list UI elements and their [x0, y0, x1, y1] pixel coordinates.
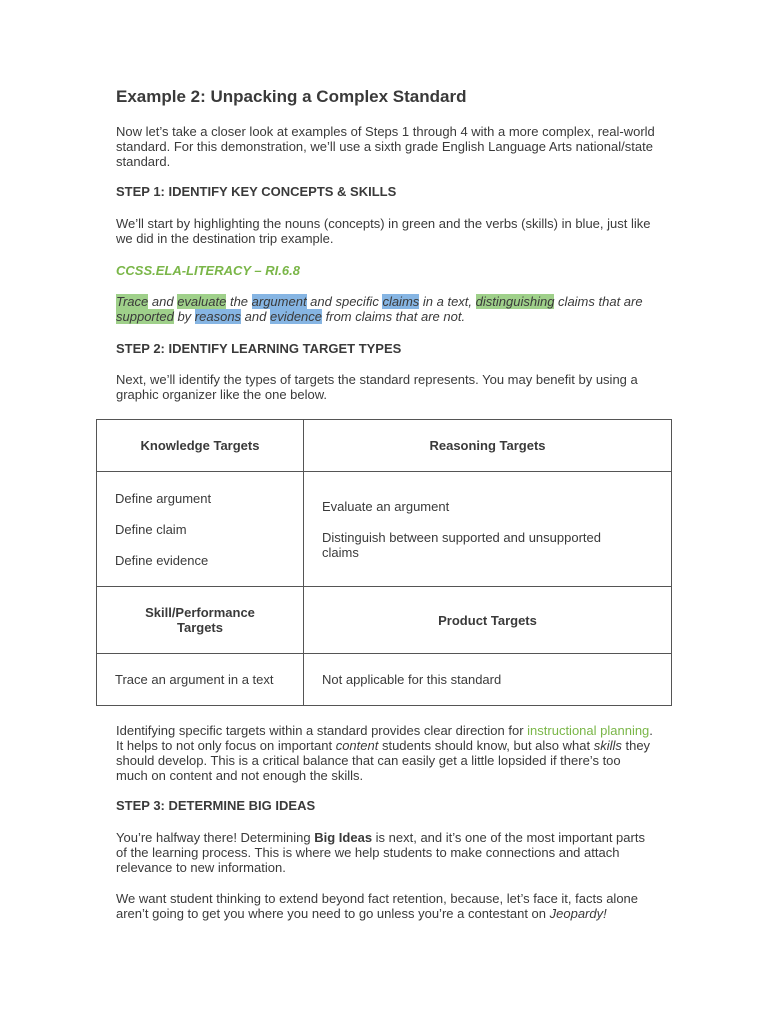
product-targets-cell: Not applicable for this standard	[304, 654, 672, 706]
table-row	[97, 420, 672, 472]
product-targets-header: Product Targets	[304, 587, 672, 654]
list-item: Define claim	[115, 521, 187, 537]
step3-heading: STEP 3: DETERMINE BIG IDEAS	[116, 798, 316, 813]
concept-highlight: distinguishing	[475, 294, 555, 309]
skill-highlight: reasons	[194, 309, 242, 324]
table-row	[97, 654, 672, 706]
skill-highlight: claims	[382, 294, 420, 309]
step2-paragraph: Next, we’ll identify the types of targets the standard represents. You may benefit by using a graphic organizer like the one below.	[116, 372, 638, 402]
concept-highlight: supported	[116, 309, 174, 324]
reasoning-targets-header: Reasoning Targets	[304, 420, 672, 472]
standard-text: Trace and evaluate the argument and specific claims in a text, distinguishing claims that are supported by reasons and evidence from claims that are not.	[116, 294, 643, 324]
knowledge-targets-cell	[97, 472, 304, 587]
step1-paragraph: We’ll start by highlighting the nouns (concepts) in green and the verbs (skills) in blue, just like we did in the destination trip example.	[116, 216, 651, 246]
instructional-planning-link[interactable]: instructional planning	[527, 723, 650, 738]
list-item: Define evidence	[115, 552, 209, 568]
skill-targets-cell: Trace an argument in a text	[97, 654, 304, 706]
knowledge-targets-header: Knowledge Targets	[97, 420, 304, 472]
step2-heading: STEP 2: IDENTIFY LEARNING TARGET TYPES	[116, 341, 402, 356]
list-item: Evaluate an argument	[322, 498, 450, 514]
step3-paragraph-2: We want student thinking to extend beyond fact retention, because, let’s face it, facts alone aren’t going to get you where you need to go unless you’re a contestant on Jeopardy!	[116, 891, 639, 921]
targets-paragraph: Identifying specific targets within a standard provides clear direction for instructional planning. It helps to not only focus on important content students should know, but also what skills they should develop. This is a critical balance that can easily get a little lopsided if there’s too much on content and not enough the skills.	[116, 723, 653, 783]
standard-code: CCSS.ELA-LITERACY – RI.6.8	[116, 263, 300, 278]
step3-paragraph-1: You’re halfway there! Determining Big Ideas is next, and it’s one of the most important parts of the learning process. This is where we help students to make connections and attach relevance to new information.	[116, 830, 645, 875]
graphic-organizer-table	[96, 419, 672, 706]
intro-paragraph: Now let’s take a closer look at examples of Steps 1 through 4 with a more complex, real-world standard. For this demonstration, we’ll use a sixth grade English Language Arts national/state standard.	[116, 124, 655, 169]
concept-highlight: evaluate	[177, 294, 227, 309]
concept-highlight: Trace	[116, 294, 149, 309]
table-row	[97, 587, 672, 654]
list-item: Define argument	[115, 490, 212, 506]
table-row	[97, 472, 672, 587]
skill-performance-targets-header: Skill/Performance Targets	[97, 587, 304, 654]
step1-heading: STEP 1: IDENTIFY KEY CONCEPTS & SKILLS	[116, 184, 397, 199]
skill-highlight: evidence	[269, 309, 323, 324]
reasoning-targets-cell	[304, 472, 672, 587]
list-item: Distinguish between supported and unsupported claims	[322, 529, 601, 560]
skill-highlight: argument	[251, 294, 307, 309]
page-title: Example 2: Unpacking a Complex Standard	[116, 87, 467, 106]
